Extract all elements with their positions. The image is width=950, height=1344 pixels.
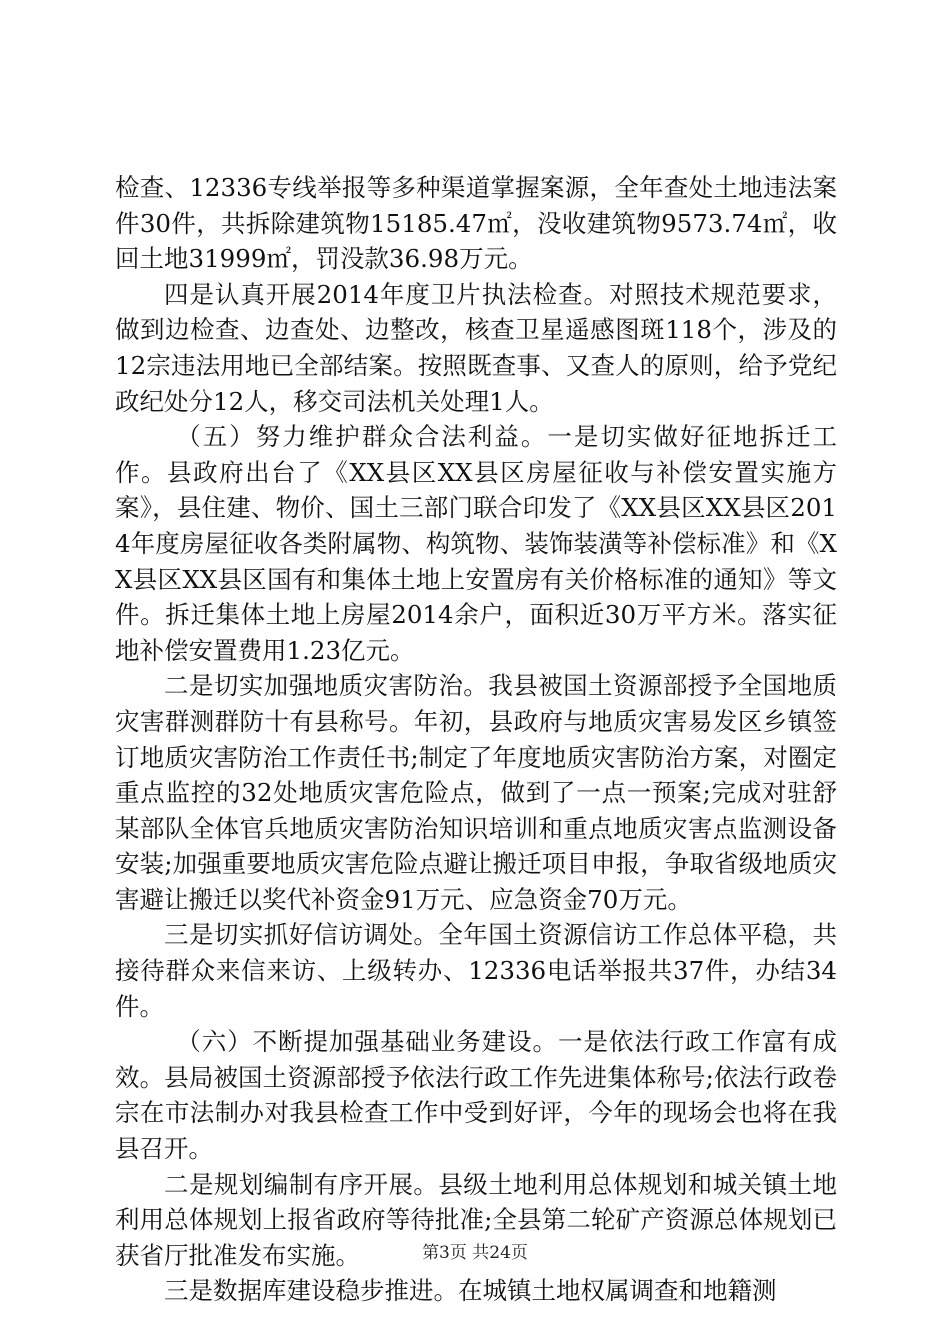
paragraph-database: 三是数据库建设稳步推进。在城镇土地权属调查和地籍测 <box>164 1276 777 1306</box>
paragraph-petitions: 三是切实抓好信访调处。全年国土资源信访工作总体平稳，共接待群众来信来访、上级转办、12336电话举报共37件，办结34件。 <box>115 920 837 1021</box>
paragraph-geologic-hazard: 二是切实加强地质灾害防治。我县被国土资源部授予全国地质灾害群测群防十有县称号。年初，县政府与地质灾害易发区乡镇签订地质灾害防治工作责任书;制定了年度地质灾害防治方案，对圈定重点监控的32处地质灾害危险点，做到了一点一预案;完成对驻舒某部队全体官兵地质灾害防治知识培训和重点地质灾害点监测设备安装;加强重要地质灾害危险点避让搬迁项目申报，争取省级地质灾害避让搬迁以奖代补资金91万元、应急资金70万元。 <box>115 671 837 914</box>
document-body <box>115 170 837 1309</box>
paragraph-section-five: （五）努力维护群众合法利益。一是切实做好征地拆迁工作。县政府出台了《XX县区XX县区房屋征收与补偿安置实施方案》，县住建、物价、国土三部门联合印发了《XX县区XX县区2014年度房屋征收各类附属物、构筑物、装饰装潢等补偿标准》和《XX县区XX县区国有和集体土地上安置房有关价格标准的通知》等文件。拆迁集体土地上房屋2014余户，面积近30万平方米。落实征地补偿安置费用1.23亿元。 <box>115 422 837 665</box>
page-number-label: 第3页 共24页 <box>422 1243 528 1263</box>
paragraph-case-handling: 检查、12336专线举报等多种渠道掌握案源，全年查处土地违法案件30件，共拆除建筑物15185.47㎡，没收建筑物9573.74㎡，收回土地31999㎡，罚没款36.98万元。 <box>115 173 837 274</box>
paragraph-satellite-inspection: 四是认真开展2014年度卫片执法检查。对照技术规范要求，做到边检查、边查处、边整改，核查卫星遥感图斑118个，涉及的12宗违法用地已全部结案。按照既查事、又查人的原则，给予党纪政纪处分12人，移交司法机关处理1人。 <box>115 279 837 416</box>
page-footer <box>0 1242 950 1264</box>
paragraph-planning: 二是规划编制有序开展。县级土地利用总体规划和城关镇土地利用总体规划上报省政府等待批准;全县第二轮矿产资源总体规划已获省厅批准发布实施。 <box>115 1169 837 1270</box>
paragraph-section-six: （六）不断提加强基础业务建设。一是依法行政工作富有成效。县局被国土资源部授予依法行政工作先进集体称号;依法行政卷宗在市法制办对我县检查工作中受到好评，今年的现场会也将在我县召开。 <box>115 1027 837 1164</box>
